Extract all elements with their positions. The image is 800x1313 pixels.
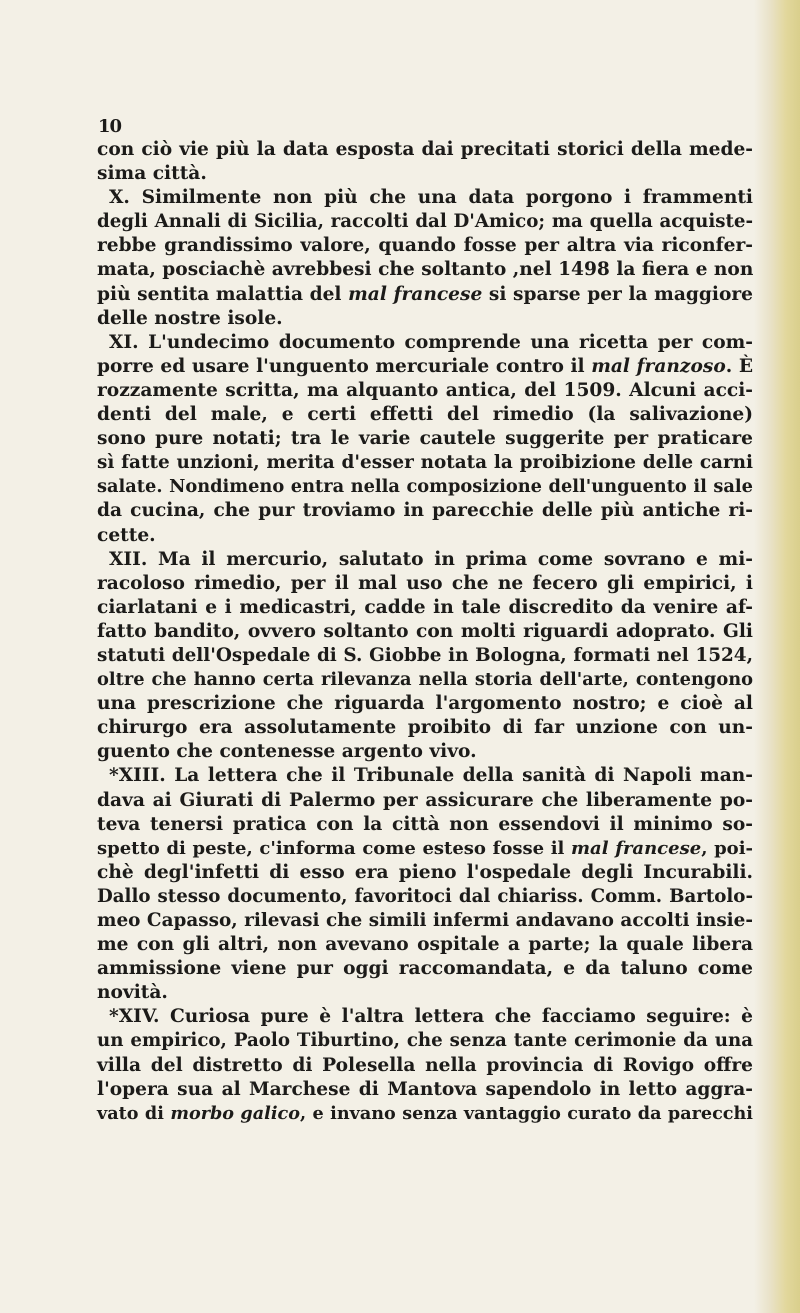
text-line: dava ai Giurati di Palermo per assicurare che liberamente po- bbox=[97, 789, 753, 811]
page-edge bbox=[754, 0, 800, 1313]
text-line: una prescrizione che riguarda l'argomento nostro; e cioè al bbox=[97, 693, 753, 715]
text-line: sima città. bbox=[97, 163, 207, 185]
text-line: delle nostre isole. bbox=[97, 307, 283, 329]
text-line: sono pure notati; tra le varie cautele suggerite per praticare bbox=[97, 428, 753, 450]
text-line: X. Similmente non più che una data porgono i frammenti bbox=[109, 187, 753, 209]
text-line: spetto di peste, c'informa come esteso fosse il mal francese, poi- bbox=[97, 837, 753, 859]
text-line: più sentita malattia del mal francese si sparse per la maggiore bbox=[97, 283, 753, 305]
text-line: degli Annali di Sicilia, raccolti dal D'Amico; ma quella acquiste- bbox=[97, 211, 753, 233]
text-line: XI. L'undecimo documento comprende una ricetta per com- bbox=[109, 331, 753, 353]
text-line: da cucina, che pur troviamo in parecchie delle più antiche ri- bbox=[97, 500, 753, 522]
page-number: 10 bbox=[98, 116, 122, 137]
text-line: rebbe grandissimo valore, quando fosse per altra via riconfer- bbox=[97, 235, 753, 257]
text-line: chè degl'infetti di esso era pieno l'ospedale degli Incurabili. bbox=[97, 861, 753, 883]
text-line: ciarlatani e i medicastri, cadde in tale discredito da venire af- bbox=[97, 596, 753, 618]
text-line: guento che contenesse argento vivo. bbox=[97, 741, 477, 763]
body-text bbox=[97, 138, 753, 1126]
text-line: villa del distretto di Polesella nella provincia di Rovigo offre bbox=[97, 1054, 753, 1076]
text-line: denti del male, e certi effetti del rimedio (la salivazione) bbox=[97, 404, 753, 426]
text-line: fatto bandito, ovvero soltanto con molti riguardi adoprato. Gli bbox=[97, 620, 753, 642]
text-line: rozzamente scritta, ma alquanto antica, del 1509. Alcuni acci- bbox=[97, 379, 753, 401]
text-line: oltre che hanno certa rilevanza nella storia dell'arte, contengono bbox=[97, 669, 753, 691]
text-line: sì fatte unzioni, merita d'esser notata la proibizione delle carni bbox=[97, 452, 753, 474]
text-line: statuti dell'Ospedale di S. Giobbe in Bologna, formati nel 1524, bbox=[97, 644, 753, 666]
text-line: vato di morbo galico, e invano senza vantaggio curato da parecchi bbox=[97, 1102, 753, 1124]
text-line: salate. Nondimeno entra nella composizione dell'unguento il sale bbox=[97, 476, 753, 498]
text-line: con ciò vie più la data esposta dai precitati storici della mede- bbox=[97, 139, 753, 160]
text-line: un empirico, Paolo Tiburtino, che senza tante cerimonie da una bbox=[97, 1030, 753, 1052]
text-line: l'opera sua al Marchese di Mantova sapendolo in letto aggra- bbox=[97, 1078, 753, 1100]
text-line: porre ed usare l'unguento mercuriale contro il mal franzoso. È bbox=[97, 355, 753, 377]
text-line: teva tenersi pratica con la città non essendovi il minimo so- bbox=[97, 813, 753, 835]
text-line: Dallo stesso documento, favoritoci dal chiariss. Comm. Bartolo- bbox=[97, 885, 753, 907]
text-line: novità. bbox=[97, 982, 168, 1004]
text-line: me con gli altri, non avevano ospitale a parte; la quale libera bbox=[97, 934, 753, 956]
text-line: *XIII. La lettera che il Tribunale della sanità di Napoli man- bbox=[109, 765, 753, 787]
text-line: XII. Ma il mercurio, salutato in prima come sovrano e mi- bbox=[109, 548, 753, 570]
text-line: mata, posciachè avrebbesi che soltanto ,nel 1498 la fiera e non bbox=[97, 259, 754, 281]
text-line: *XIV. Curiosa pure è l'altra lettera che facciamo seguire: è bbox=[109, 1006, 753, 1028]
text-line: chirurgo era assolutamente proibito di far unzione con un- bbox=[97, 717, 753, 739]
text-line: cette. bbox=[97, 524, 156, 546]
text-line: meo Capasso, rilevasi che simili infermi andavano accolti insie- bbox=[97, 910, 753, 931]
text-line: racoloso rimedio, per il mal uso che ne fecero gli empirici, i bbox=[97, 572, 753, 594]
text-line: ammissione viene pur oggi raccomandata, e da taluno come bbox=[97, 958, 753, 980]
